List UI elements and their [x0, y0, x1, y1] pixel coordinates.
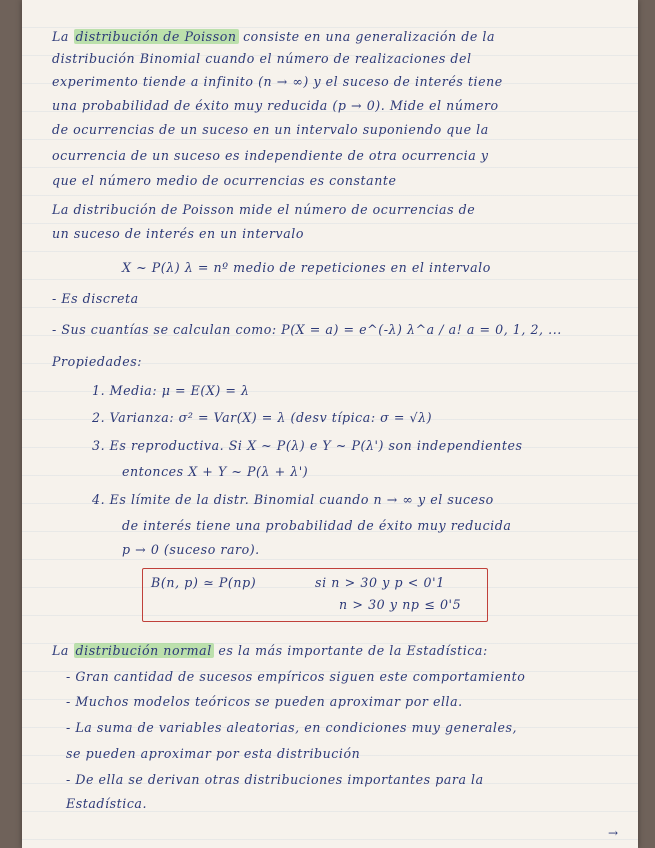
list-item: 3. Es reproductiva. Si X ~ P(λ) e Y ~ P(λ') son independientes [92, 438, 523, 453]
box-condition-1: si n > 30 y p < 0'1 [315, 575, 445, 590]
list-item: - De ella se derivan otras distribuciones importantes para la [66, 772, 484, 787]
list-item: - Es discreta [52, 291, 139, 306]
list-item: 2. Varianza: σ² = Var(X) = λ (desv típica: σ = √λ) [92, 410, 433, 425]
list-item: 4. Es límite de la distr. Binomial cuando n → ∞ y el suceso [92, 492, 494, 507]
text-line: un suceso de interés en un intervalo [52, 226, 304, 241]
list-item: - Gran cantidad de sucesos empíricos siguen este comportamiento [66, 669, 526, 684]
highlight-poisson: distribución de Poisson [75, 29, 237, 44]
list-item: - La suma de variables aleatorias, en condiciones muy generales, [66, 720, 518, 735]
section-heading: Propiedades: [52, 354, 143, 369]
text-line: La distribución normal es la más importante de la Estadística: [52, 643, 488, 658]
list-item: 1. Media: μ = E(X) = λ [92, 383, 250, 398]
text-line: ocurrencia de un suceso es independiente de otra ocurrencia y [52, 148, 489, 163]
text-line: de ocurrencias de un suceso en un intervalo suponiendo que la [52, 122, 489, 137]
list-item-cont: p → 0 (suceso raro). [122, 542, 260, 557]
box-condition-2: n > 30 y np ≤ 0'5 [339, 597, 462, 612]
text-line: experimento tiende a infinito (n → ∞) y el suceso de interés tiene [52, 74, 503, 89]
highlight-normal: distribución normal [75, 643, 212, 658]
text-line: una probabilidad de éxito muy reducida (p → 0). Mide el número [52, 98, 499, 113]
box-formula: B(n, p) ≃ P(np) [151, 575, 257, 590]
list-item-cont: Estadística. [66, 796, 148, 811]
formula-line: X ~ P(λ) λ = nº medio de repeticiones en el intervalo [122, 260, 491, 275]
text-line: distribución Binomial cuando el número de realizaciones del [52, 51, 472, 66]
list-item-cont: se pueden aproximar por esta distribución [66, 746, 361, 761]
text-line: La distribución de Poisson mide el número de ocurrencias de [52, 202, 476, 217]
list-item-cont: entonces X + Y ~ P(λ + λ') [122, 464, 309, 479]
notebook-page [22, 0, 638, 848]
list-item-cont: de interés tiene una probabilidad de éxito muy reducida [122, 518, 512, 533]
list-item: - Muchos modelos teóricos se pueden aproximar por ella. [66, 694, 463, 709]
text-line: La distribución de Poisson consiste en una generalización de la [52, 29, 496, 44]
approximation-box [142, 568, 488, 622]
formula-line: - Sus cuantías se calculan como: P(X = a) = e^(-λ) λ^a / a! a = 0, 1, 2, ... [52, 322, 562, 337]
page-continue-mark: → [607, 826, 618, 840]
text-line: que el número medio de ocurrencias es constante [52, 173, 397, 188]
